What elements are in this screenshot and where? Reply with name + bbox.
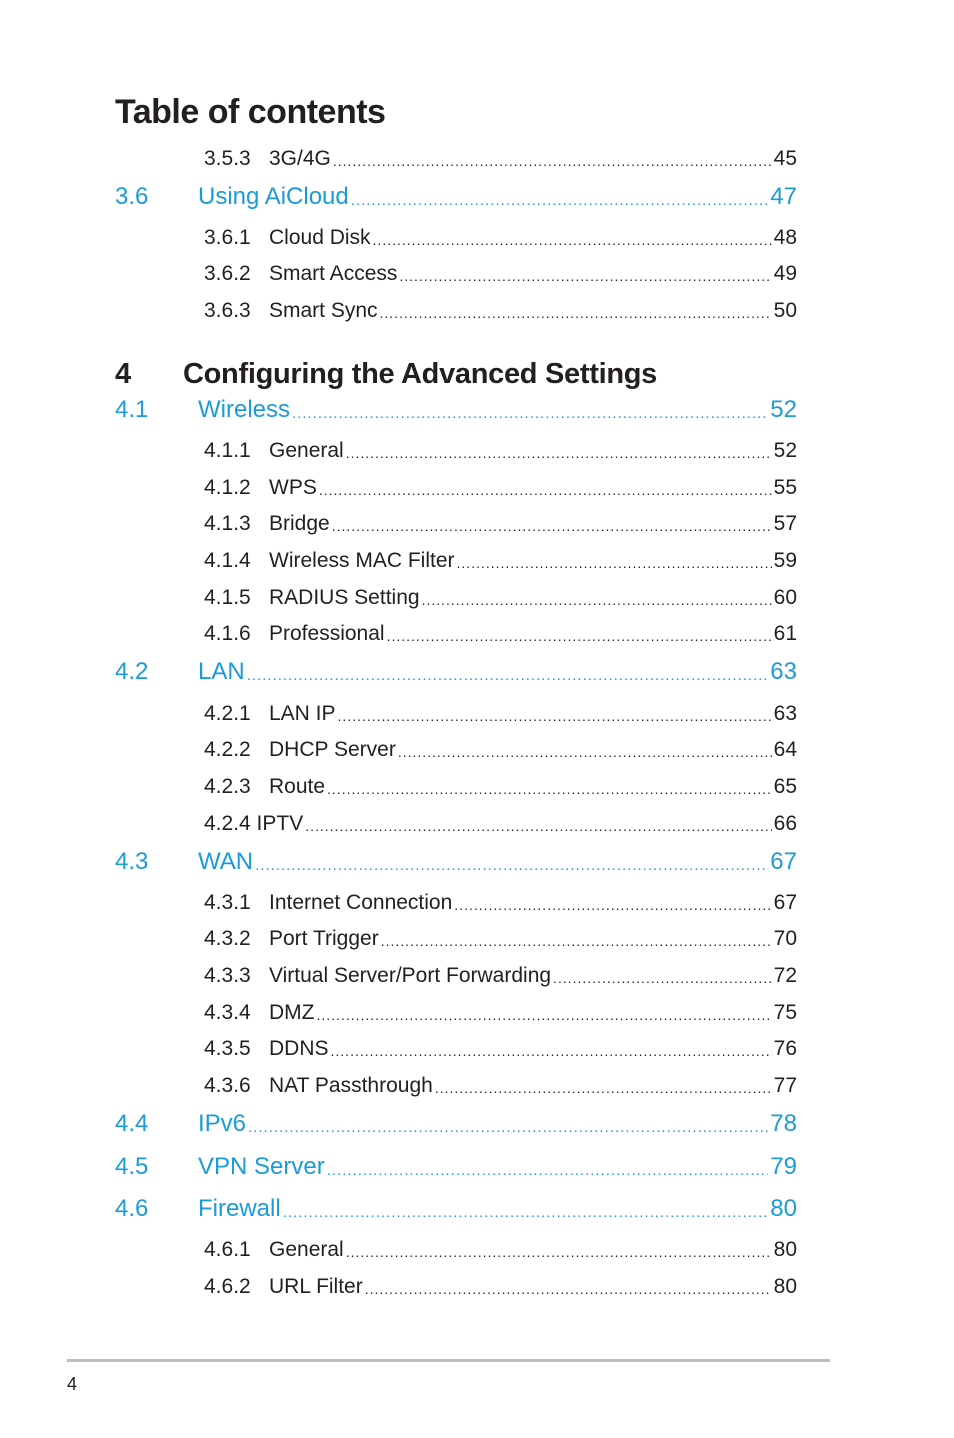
toc-entry-page: 61: [773, 622, 797, 645]
toc-entry-title: General: [269, 439, 344, 462]
toc-entry-number: 4.1.3: [204, 512, 251, 535]
toc-section-page: 80: [770, 1195, 797, 1222]
toc-entry-title: Professional: [269, 622, 385, 645]
toc-section-title: VPN Server: [198, 1153, 325, 1180]
dot-leader: [338, 698, 772, 731]
toc-section-4-6[interactable]: [115, 1193, 797, 1225]
toc-entry-4-3-3[interactable]: [204, 960, 797, 992]
toc-entry-title: Wireless MAC Filter: [269, 549, 455, 572]
chapter-title: Configuring the Advanced Settings: [183, 358, 657, 390]
toc-entry-title: Virtual Server/Port Forwarding: [269, 964, 552, 987]
toc-entry-title: Smart Access: [269, 262, 398, 285]
toc-section-page: 63: [770, 658, 797, 685]
toc-entry-page: 48: [773, 226, 797, 249]
toc-entry-page: 64: [773, 738, 797, 761]
toc-section-number: 4.5: [115, 1153, 149, 1180]
toc-entry-title: General: [269, 1238, 344, 1261]
toc-entry-number: 3.5.3: [204, 147, 251, 170]
dot-leader: [255, 846, 768, 881]
toc-entry-4-3-4[interactable]: [204, 997, 797, 1029]
toc-entry-page: 80: [773, 1238, 797, 1261]
toc-entry-3-5-3[interactable]: [204, 143, 797, 175]
toc-entry-4-1-1[interactable]: [204, 435, 797, 467]
dot-leader: [292, 394, 768, 429]
toc-section-3-6[interactable]: [115, 181, 797, 213]
toc-entry-number: 4.6.2: [204, 1275, 251, 1298]
toc-entry-title: DHCP Server: [269, 738, 396, 761]
toc-section-title: Firewall: [198, 1195, 281, 1222]
toc-section-page: 47: [770, 183, 797, 210]
dot-leader: [454, 887, 771, 920]
toc-entry-title: DMZ: [269, 1001, 315, 1024]
chapter-number: 4: [115, 358, 131, 390]
dot-leader: [333, 143, 772, 176]
toc-entry-4-1-3[interactable]: [204, 508, 797, 540]
toc-entry-4-2-4[interactable]: [204, 808, 797, 840]
dot-leader: [319, 472, 772, 505]
toc-section-page: 52: [770, 396, 797, 423]
dot-leader: [305, 808, 771, 841]
footer-divider: [67, 1359, 830, 1362]
toc-entry-title: Route: [269, 775, 326, 798]
toc-entry-title: Internet Connection: [269, 891, 453, 914]
toc-section-4-5[interactable]: [115, 1151, 797, 1183]
toc-entry-3-6-1[interactable]: [204, 222, 797, 254]
toc-entry-number: 4.2.3: [204, 775, 251, 798]
toc-entry-4-3-1[interactable]: [204, 887, 797, 919]
toc-section-number: 4.4: [115, 1110, 149, 1137]
toc-section-title: LAN: [198, 658, 245, 685]
toc-section-4-1[interactable]: [115, 394, 797, 426]
toc-entry-page: 50: [773, 299, 797, 322]
toc-entry-page: 52: [773, 439, 797, 462]
toc-section-title: IPv6: [198, 1110, 247, 1137]
toc-entry-number: 4.2.1: [204, 702, 251, 725]
toc-section-4-4[interactable]: [115, 1108, 797, 1140]
dot-leader: [435, 1070, 772, 1103]
toc-entry-title: NAT Passthrough: [269, 1074, 433, 1097]
toc-entry-4-2-1[interactable]: [204, 698, 797, 730]
toc-section-page: 79: [770, 1153, 797, 1180]
toc-entry-title: URL Filter: [269, 1275, 363, 1298]
toc-section-page: 67: [770, 848, 797, 875]
toc-entry-title: DDNS: [269, 1037, 329, 1060]
toc-entry-title: Bridge: [269, 512, 330, 535]
toc-entry-4-2-3[interactable]: [204, 771, 797, 803]
toc-entry-number: 4.3.1: [204, 891, 251, 914]
page-title: Table of contents: [115, 93, 386, 131]
toc-entry-title: Smart Sync: [269, 299, 378, 322]
toc-entry-4-1-2[interactable]: [204, 472, 797, 504]
toc-entry-3-6-3[interactable]: [204, 295, 797, 327]
dot-leader: [351, 181, 769, 216]
toc-entry-page: 49: [773, 262, 797, 285]
dot-leader: [398, 734, 772, 767]
toc-entry-page: 77: [773, 1074, 797, 1097]
dot-leader: [247, 656, 769, 691]
toc-entry-page: 67: [773, 891, 797, 914]
toc-entry-page: 76: [773, 1037, 797, 1060]
toc-entry-title: 3G/4G: [269, 147, 331, 170]
toc-entry-4-3-5[interactable]: [204, 1033, 797, 1065]
dot-leader: [248, 1108, 768, 1143]
dot-leader: [422, 582, 772, 615]
toc-entry-number: 4.6.1: [204, 1238, 251, 1261]
dot-leader: [346, 1234, 772, 1267]
toc-entry-page: 63: [773, 702, 797, 725]
toc-entry-3-6-2[interactable]: [204, 258, 797, 290]
toc-entry-number: 4.3.3: [204, 964, 251, 987]
toc-entry-page: 60: [773, 586, 797, 609]
toc-section-number: 4.2: [115, 658, 149, 685]
toc-entry-title: Cloud Disk: [269, 226, 371, 249]
toc-entry-4-3-6[interactable]: [204, 1070, 797, 1102]
toc-section-page: 78: [770, 1110, 797, 1137]
toc-entry-4-1-6[interactable]: [204, 618, 797, 650]
dot-leader: [317, 997, 772, 1030]
toc-entry-number: 3.6.2: [204, 262, 251, 285]
dot-leader: [327, 771, 772, 804]
toc-entry-number: 4.3.4: [204, 1001, 251, 1024]
toc-entry-title: RADIUS Setting: [269, 586, 420, 609]
toc-entry-page: 45: [773, 147, 797, 170]
page-number: 4: [67, 1374, 78, 1394]
toc-entry-number: 4.3.5: [204, 1037, 251, 1060]
toc-section-title: Using AiCloud: [198, 183, 349, 210]
toc-entry-4-6-1[interactable]: [204, 1234, 797, 1266]
dot-leader: [399, 258, 771, 291]
dot-leader: [380, 295, 772, 328]
toc-entry-number: 3.6.1: [204, 226, 251, 249]
toc-entry-title: LAN IP: [269, 702, 336, 725]
toc-entry-page: 75: [773, 1001, 797, 1024]
toc-entry-number: 4.1.2: [204, 476, 251, 499]
dot-leader: [387, 618, 772, 651]
toc-entry-number: 4.1.6: [204, 622, 251, 645]
dot-leader: [457, 545, 772, 578]
toc-entry-page: 65: [773, 775, 797, 798]
dot-leader: [373, 222, 772, 255]
toc-section-4-3[interactable]: [115, 846, 797, 878]
toc-entry-4-1-5[interactable]: [204, 582, 797, 614]
toc-entry-page: 66: [773, 812, 797, 835]
toc-section-number: 4.6: [115, 1195, 149, 1222]
toc-entry-4-6-2[interactable]: [204, 1271, 797, 1303]
toc-entry-number: 4.3.6: [204, 1074, 251, 1097]
toc-entry-title: WPS: [269, 476, 317, 499]
toc-entry-4-3-2[interactable]: [204, 923, 797, 955]
toc-section-title: WAN: [198, 848, 254, 875]
toc-entry-title: 4.2.4 IPTV: [204, 812, 304, 835]
chapter-heading[interactable]: [115, 354, 805, 394]
dot-leader: [381, 923, 772, 956]
toc-section-number: 4.1: [115, 396, 149, 423]
toc-entry-number: 4.1.5: [204, 586, 251, 609]
toc-entry-page: 55: [773, 476, 797, 499]
dot-leader: [346, 435, 772, 468]
toc-entry-number: 4.1.4: [204, 549, 251, 572]
toc-entry-page: 80: [773, 1275, 797, 1298]
toc-entry-title: Port Trigger: [269, 927, 379, 950]
toc-section-number: 4.3: [115, 848, 149, 875]
toc-entry-number: 4.2.2: [204, 738, 251, 761]
dot-leader: [283, 1193, 769, 1228]
toc-entry-page: 57: [773, 512, 797, 535]
dot-leader: [331, 1033, 772, 1066]
toc-entry-number: 4.3.2: [204, 927, 251, 950]
toc-entry-4-2-2[interactable]: [204, 734, 797, 766]
toc-section-title: Wireless: [198, 396, 291, 423]
dot-leader: [365, 1271, 772, 1304]
toc-entry-4-1-4[interactable]: [204, 545, 797, 577]
dot-leader: [553, 960, 772, 993]
dot-leader: [332, 508, 772, 541]
toc-entry-page: 59: [773, 549, 797, 572]
toc-entry-page: 70: [773, 927, 797, 950]
toc-entry-number: 3.6.3: [204, 299, 251, 322]
dot-leader: [327, 1151, 769, 1186]
toc-entry-page: 72: [773, 964, 797, 987]
toc-section-4-2[interactable]: [115, 656, 797, 688]
toc-entry-number: 4.1.1: [204, 439, 251, 462]
toc-section-number: 3.6: [115, 183, 149, 210]
